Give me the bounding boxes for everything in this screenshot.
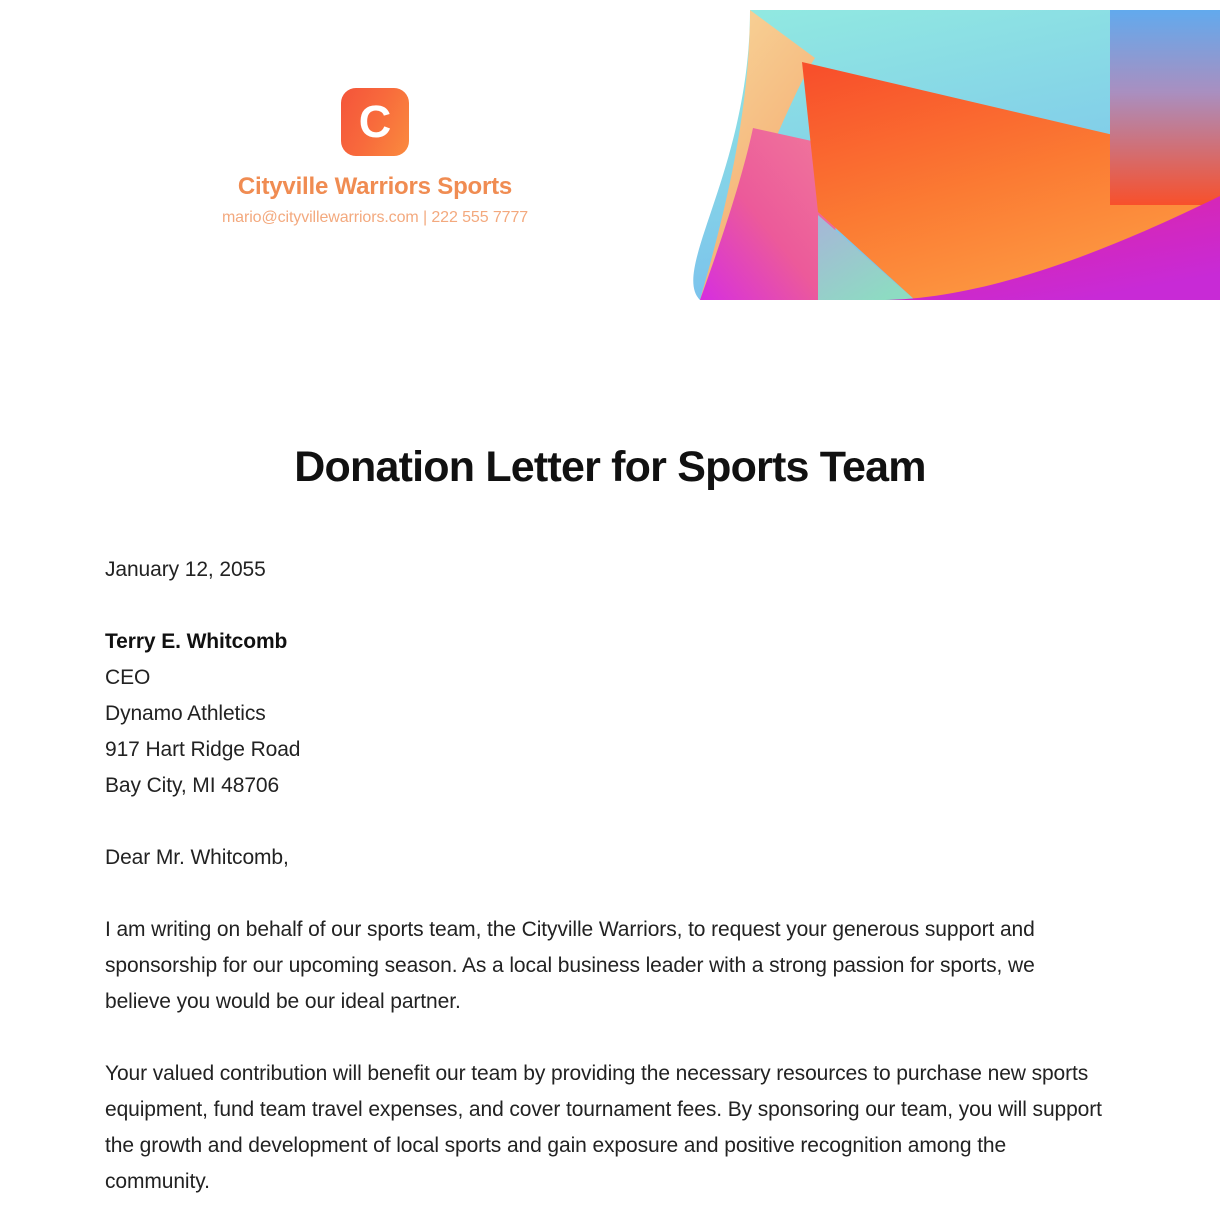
page-title: Donation Letter for Sports Team bbox=[294, 442, 926, 491]
recipient-company: Dynamo Athletics bbox=[105, 702, 266, 725]
cityville-warriors-logo-icon bbox=[341, 88, 409, 156]
recipient-name: Terry E. Whitcomb bbox=[105, 630, 288, 653]
letter-body bbox=[105, 552, 1105, 1200]
recipient-street: 917 Hart Ridge Road bbox=[105, 738, 301, 761]
recipient-job-title: CEO bbox=[105, 666, 151, 689]
brand-contact-info: mario@cityvillewarriors.com | 222 555 7777 bbox=[221, 209, 529, 226]
logo-letter: C bbox=[358, 95, 392, 147]
body-paragraph: I am writing on behalf of our sports team, the Cityville Warriors, to request your generous support and sponsorship for our upcoming season. As a local business leader with a strong passion for sports, we believe you would be our ideal partner. bbox=[105, 918, 1035, 1013]
recipient-city-state-zip: Bay City, MI 48706 bbox=[105, 774, 280, 797]
recipient-address-block bbox=[105, 588, 1105, 804]
body-paragraph: Your valued contribution will benefit our team by providing the necessary resources to purchase new sports equipment, fund team travel expenses, and cover tournament fees. By sponsoring our team, you will support the growth and development of local sports and gain exposure and positive recognition among the community. bbox=[105, 1062, 1102, 1193]
letterhead bbox=[0, 88, 750, 227]
letter-date: January 12, 2055 bbox=[105, 558, 266, 581]
salutation: Dear Mr. Whitcomb, bbox=[105, 846, 289, 869]
abstract-gradient-header-graphic bbox=[690, 0, 1220, 310]
brand-name: Cityville Warriors Sports bbox=[237, 173, 513, 200]
